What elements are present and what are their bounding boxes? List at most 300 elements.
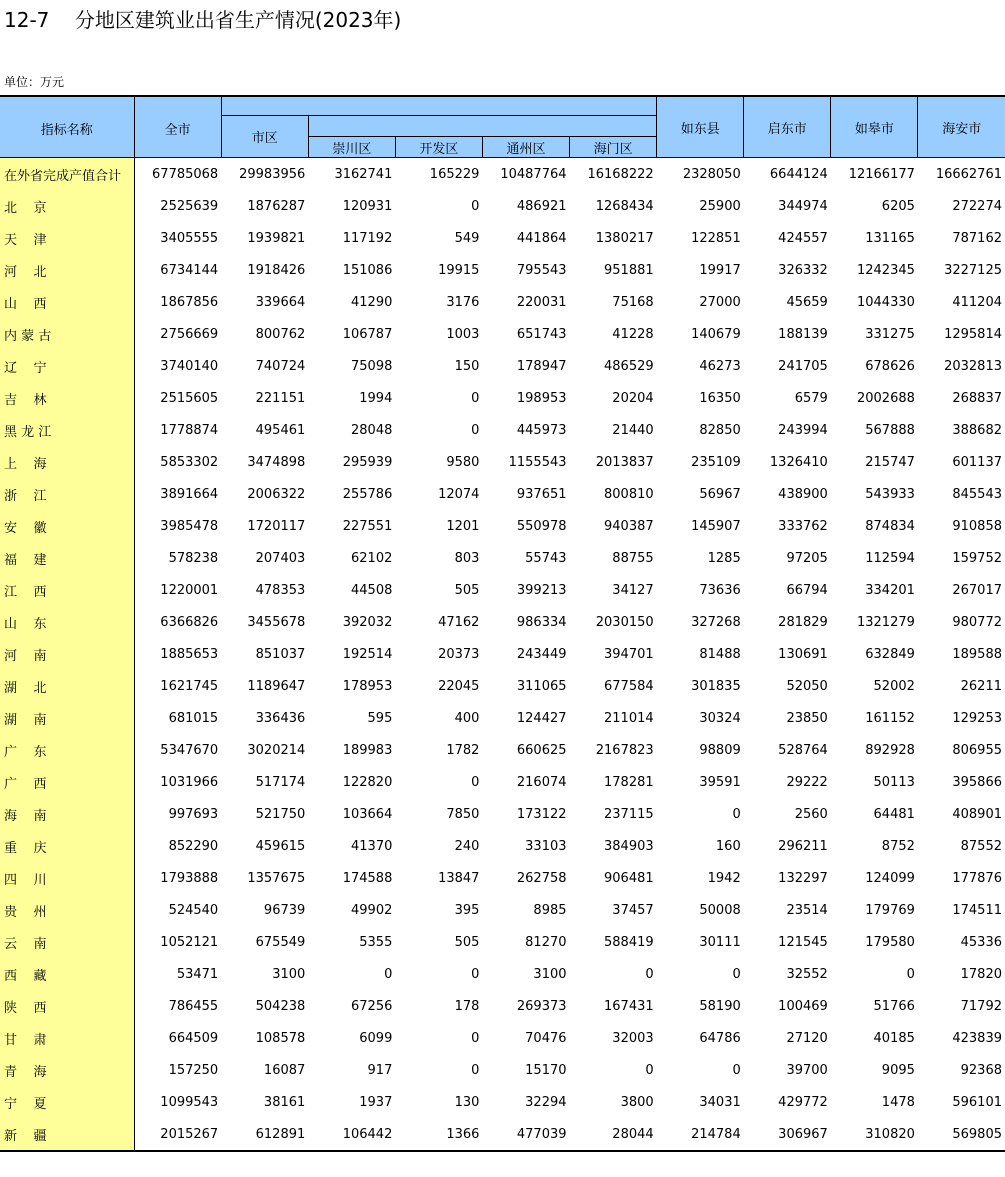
row-value-cell: 980772 (952, 614, 1002, 630)
row-value-cell: 0 (732, 966, 741, 982)
row-value-cell: 28048 (351, 422, 393, 438)
row-value-cell: 13847 (438, 870, 480, 886)
row-value-cell: 384903 (604, 838, 654, 854)
row-region-name: 山 西 (0, 286, 134, 318)
row-value-cell: 2515605 (160, 390, 219, 406)
row-value-cell: 478353 (255, 582, 306, 598)
row-value-cell: 1942 (707, 870, 741, 886)
row-value-cell: 26211 (960, 678, 1002, 694)
row-value-cell: 98809 (699, 742, 741, 758)
row-value-cell: 549 (454, 230, 480, 246)
table-row (0, 478, 1005, 510)
row-value-cell: 9095 (881, 1062, 915, 1078)
row-value-cell: 677584 (604, 678, 654, 694)
row-value-cell: 601137 (952, 454, 1002, 470)
row-value-cell: 50008 (699, 902, 741, 918)
row-value-cell: 1155543 (508, 454, 567, 470)
row-value-cell: 3891664 (160, 486, 219, 502)
row-value-cell: 0 (471, 198, 480, 214)
table-row (0, 254, 1005, 286)
row-value-cell: 140679 (691, 326, 741, 342)
row-value-cell: 803 (454, 550, 480, 566)
row-value-cell: 132297 (778, 870, 828, 886)
row-value-cell: 675549 (255, 934, 306, 950)
row-value-cell: 267017 (952, 582, 1002, 598)
row-value-cell: 21440 (612, 422, 654, 438)
row-value-cell: 310820 (831, 1118, 918, 1151)
row-value-cell: 0 (471, 422, 480, 438)
row-value-cell: 17820 (960, 966, 1002, 982)
row-value-cell: 6366826 (160, 614, 219, 630)
row-value-cell: 214784 (657, 1118, 744, 1151)
row-value-cell: 940387 (604, 518, 654, 534)
row-value-cell: 1189647 (247, 678, 306, 694)
table-row (0, 638, 1005, 670)
row-value-cell: 477039 (482, 1118, 569, 1151)
table-row (0, 382, 1005, 414)
row-value-cell: 588419 (604, 934, 654, 950)
row-value-cell: 189588 (952, 646, 1002, 662)
header-haimen: 海门区 (570, 137, 657, 158)
row-value-cell: 394701 (604, 646, 654, 662)
row-value-cell: 281829 (778, 614, 828, 630)
row-value-cell: 167431 (604, 998, 654, 1014)
row-value-cell: 505 (454, 934, 480, 950)
row-region-name: 在外省完成产值合计 (0, 158, 134, 191)
row-value-cell: 892928 (865, 742, 915, 758)
row-value-cell: 30324 (699, 710, 741, 726)
table-row (0, 894, 1005, 926)
row-region-name: 陕 西 (0, 990, 134, 1022)
row-value-cell: 189983 (342, 742, 393, 758)
row-value-cell: 678626 (865, 358, 915, 374)
row-region-name: 安 徽 (0, 510, 134, 542)
row-value-cell: 27120 (786, 1030, 828, 1046)
row-value-cell: 45659 (786, 294, 828, 310)
row-value-cell: 399213 (516, 582, 567, 598)
row-value-cell: 1031966 (160, 774, 219, 790)
row-value-cell: 151086 (342, 262, 393, 278)
row-value-cell: 3176 (446, 294, 480, 310)
table-row (0, 830, 1005, 862)
row-region-name: 天 津 (0, 222, 134, 254)
row-value-cell: 34127 (612, 582, 654, 598)
row-value-cell: 874834 (865, 518, 915, 534)
row-value-cell: 543933 (865, 486, 915, 502)
row-value-cell: 459615 (255, 838, 306, 854)
row-value-cell: 1778874 (160, 422, 219, 438)
row-value-cell: 7850 (446, 806, 480, 822)
row-value-cell: 937651 (516, 486, 567, 502)
row-value-cell: 1720117 (247, 518, 306, 534)
row-value-cell: 227551 (342, 518, 393, 534)
row-value-cell: 438900 (778, 486, 828, 502)
row-value-cell: 30111 (699, 934, 741, 950)
row-region-name: 甘 肃 (0, 1022, 134, 1054)
row-value-cell: 326332 (778, 262, 828, 278)
row-value-cell: 159752 (952, 550, 1002, 566)
row-region-name: 广 西 (0, 766, 134, 798)
table-row (0, 158, 1005, 191)
row-value-cell: 408901 (952, 806, 1002, 822)
row-value-cell: 50113 (873, 774, 915, 790)
row-value-cell: 3405555 (160, 230, 219, 246)
row-value-cell: 1918426 (247, 262, 306, 278)
row-value-cell: 33103 (525, 838, 567, 854)
row-value-cell: 130691 (778, 646, 828, 662)
row-value-cell: 192514 (342, 646, 393, 662)
row-value-cell: 2013837 (595, 454, 654, 470)
row-value-cell: 851037 (255, 646, 306, 662)
row-region-name: 福 建 (0, 542, 134, 574)
row-value-cell: 41228 (612, 326, 654, 342)
row-region-name: 海 南 (0, 798, 134, 830)
row-value-cell: 221151 (255, 390, 306, 406)
row-value-cell: 129253 (952, 710, 1002, 726)
row-value-cell: 517174 (255, 774, 306, 790)
header-district-span (308, 116, 656, 137)
row-region-name: 宁 夏 (0, 1086, 134, 1118)
row-value-cell: 445973 (516, 422, 567, 438)
header-spacer (221, 96, 656, 116)
table-row (0, 766, 1005, 798)
table-row (0, 1118, 1005, 1151)
row-value-cell: 29983956 (239, 166, 306, 182)
row-value-cell: 165229 (429, 166, 480, 182)
row-value-cell: 2560 (794, 806, 828, 822)
row-value-cell: 0 (384, 966, 393, 982)
row-value-cell: 70476 (525, 1030, 567, 1046)
table-row (0, 1054, 1005, 1086)
row-value-cell: 806955 (952, 742, 1002, 758)
page-title: 12-7 分地区建筑业出省生产情况(2023年) (4, 8, 402, 32)
row-value-cell: 951881 (604, 262, 654, 278)
row-value-cell: 32552 (786, 966, 828, 982)
row-value-cell: 505 (454, 582, 480, 598)
row-value-cell: 3020214 (247, 742, 306, 758)
row-value-cell: 255786 (342, 486, 393, 502)
row-region-name: 河 南 (0, 638, 134, 670)
row-value-cell: 0 (732, 1062, 741, 1078)
row-value-cell: 88755 (612, 550, 654, 566)
row-value-cell: 12074 (438, 486, 480, 502)
row-value-cell: 3740140 (160, 358, 219, 374)
row-value-cell: 528764 (778, 742, 828, 758)
row-value-cell: 6579 (794, 390, 828, 406)
row-value-cell: 1793888 (160, 870, 219, 886)
row-value-cell: 1285 (707, 550, 741, 566)
row-value-cell: 411204 (952, 294, 1002, 310)
row-value-cell: 49902 (351, 902, 393, 918)
row-region-name: 新 疆 (0, 1118, 134, 1151)
row-value-cell: 1885653 (160, 646, 219, 662)
row-region-name: 内 蒙 古 (0, 318, 134, 350)
row-value-cell: 37457 (612, 902, 654, 918)
row-value-cell: 6205 (881, 198, 915, 214)
row-value-cell: 845543 (952, 486, 1002, 502)
row-value-cell: 441864 (516, 230, 567, 246)
table-body (0, 158, 1005, 1152)
row-value-cell: 16168222 (587, 166, 654, 182)
row-value-cell: 660625 (516, 742, 567, 758)
row-value-cell: 1295814 (944, 326, 1002, 342)
row-value-cell: 0 (645, 1062, 654, 1078)
table-row (0, 510, 1005, 542)
row-value-cell: 96739 (263, 902, 306, 918)
row-value-cell: 3455678 (247, 614, 306, 630)
row-value-cell: 6734144 (160, 262, 219, 278)
row-value-cell: 3162741 (334, 166, 393, 182)
row-value-cell: 64786 (699, 1030, 741, 1046)
row-value-cell: 392032 (342, 614, 393, 630)
row-value-cell: 188139 (778, 326, 828, 342)
row-value-cell: 986334 (516, 614, 567, 630)
row-value-cell: 34031 (699, 1094, 741, 1110)
row-value-cell: 39700 (786, 1062, 828, 1078)
row-value-cell: 47162 (438, 614, 480, 630)
table-header (0, 96, 1005, 158)
row-value-cell: 424557 (778, 230, 828, 246)
table-row (0, 798, 1005, 830)
row-value-cell: 521750 (255, 806, 306, 822)
row-value-cell: 3100 (272, 966, 306, 982)
row-value-cell: 1939821 (247, 230, 306, 246)
row-value-cell: 161152 (865, 710, 915, 726)
row-value-cell: 632849 (865, 646, 915, 662)
row-region-name: 西 藏 (0, 958, 134, 990)
row-value-cell: 296211 (778, 838, 828, 854)
row-value-cell: 2006322 (247, 486, 306, 502)
unit-label: 单位：万元 (4, 75, 65, 89)
row-value-cell: 578238 (168, 550, 219, 566)
row-value-cell: 150 (454, 358, 480, 374)
table-row (0, 446, 1005, 478)
row-value-cell: 2030150 (595, 614, 654, 630)
header-district: 市区 (221, 116, 308, 158)
row-value-cell: 207403 (255, 550, 306, 566)
row-value-cell: 178 (454, 998, 480, 1014)
table-row (0, 958, 1005, 990)
row-value-cell: 81488 (699, 646, 741, 662)
row-value-cell: 5853302 (160, 454, 219, 470)
row-value-cell: 997693 (168, 806, 219, 822)
row-value-cell: 2032813 (944, 358, 1002, 374)
row-value-cell: 262758 (516, 870, 567, 886)
row-value-cell: 550978 (516, 518, 567, 534)
row-value-cell: 272274 (952, 198, 1002, 214)
header-rugao: 如皋市 (831, 96, 918, 158)
row-value-cell: 567888 (865, 422, 915, 438)
row-value-cell: 1782 (446, 742, 480, 758)
row-value-cell: 2525639 (160, 198, 219, 214)
row-value-cell: 216074 (516, 774, 567, 790)
row-value-cell: 179580 (865, 934, 915, 950)
row-value-cell: 52002 (873, 678, 915, 694)
table-row (0, 990, 1005, 1022)
row-value-cell: 1201 (446, 518, 480, 534)
row-value-cell: 10487764 (500, 166, 567, 182)
row-value-cell: 2167823 (595, 742, 654, 758)
row-value-cell: 32003 (612, 1030, 654, 1046)
row-value-cell: 25900 (699, 198, 741, 214)
row-value-cell: 211014 (604, 710, 654, 726)
row-value-cell: 145907 (691, 518, 741, 534)
row-value-cell: 0 (471, 774, 480, 790)
table-row (0, 734, 1005, 766)
row-value-cell: 1994 (359, 390, 393, 406)
row-value-cell: 800810 (604, 486, 654, 502)
row-value-cell: 120931 (342, 198, 393, 214)
table-row (0, 542, 1005, 574)
row-value-cell: 400 (454, 710, 480, 726)
row-value-cell: 1478 (881, 1094, 915, 1110)
row-value-cell: 0 (906, 966, 915, 982)
row-value-cell: 339664 (255, 294, 306, 310)
row-region-name: 山 东 (0, 606, 134, 638)
row-value-cell: 179769 (865, 902, 915, 918)
row-value-cell: 917 (367, 1062, 393, 1078)
row-value-cell: 100469 (778, 998, 828, 1014)
row-value-cell: 198953 (516, 390, 567, 406)
header-total: 全市 (134, 96, 221, 158)
row-region-name: 上 海 (0, 446, 134, 478)
row-value-cell: 62102 (351, 550, 393, 566)
row-value-cell: 243994 (778, 422, 828, 438)
row-value-cell: 174588 (342, 870, 393, 886)
row-value-cell: 8985 (533, 902, 567, 918)
row-value-cell: 1937 (359, 1094, 393, 1110)
row-value-cell: 32294 (525, 1094, 567, 1110)
statistics-table (0, 95, 1005, 1152)
row-value-cell: 0 (645, 966, 654, 982)
row-value-cell: 0 (471, 1030, 480, 1046)
row-value-cell: 740724 (255, 358, 306, 374)
table-row (0, 222, 1005, 254)
row-value-cell: 64481 (873, 806, 915, 822)
row-value-cell: 2756669 (160, 326, 219, 342)
row-region-name: 黑 龙 江 (0, 414, 134, 446)
row-value-cell: 23850 (786, 710, 828, 726)
row-value-cell: 215747 (865, 454, 915, 470)
row-value-cell: 241705 (778, 358, 828, 374)
row-value-cell: 178281 (604, 774, 654, 790)
row-value-cell: 0 (471, 1062, 480, 1078)
row-value-cell: 5355 (359, 934, 393, 950)
row-value-cell: 306967 (744, 1118, 831, 1151)
row-value-cell: 160 (715, 838, 741, 854)
row-value-cell: 235109 (691, 454, 741, 470)
row-value-cell: 486529 (604, 358, 654, 374)
row-value-cell: 495461 (255, 422, 306, 438)
table-row (0, 862, 1005, 894)
row-value-cell: 124427 (516, 710, 567, 726)
row-value-cell: 53471 (176, 966, 219, 982)
row-value-cell: 106442 (308, 1118, 395, 1151)
row-value-cell: 906481 (604, 870, 654, 886)
row-value-cell: 664509 (168, 1030, 219, 1046)
row-value-cell: 20204 (612, 390, 654, 406)
table-row (0, 606, 1005, 638)
row-value-cell: 38161 (263, 1094, 306, 1110)
row-value-cell: 66794 (786, 582, 828, 598)
row-value-cell: 44508 (351, 582, 393, 598)
row-value-cell: 178953 (342, 678, 393, 694)
table-row (0, 318, 1005, 350)
row-region-name: 河 北 (0, 254, 134, 286)
row-region-name: 辽 宁 (0, 350, 134, 382)
row-value-cell: 3227125 (944, 262, 1002, 278)
row-value-cell: 0 (471, 390, 480, 406)
row-value-cell: 1366 (395, 1118, 482, 1151)
row-value-cell: 295939 (342, 454, 393, 470)
row-value-cell: 108578 (255, 1030, 306, 1046)
row-value-cell: 1099543 (160, 1094, 219, 1110)
row-value-cell: 787162 (952, 230, 1002, 246)
row-value-cell: 130 (454, 1094, 480, 1110)
row-value-cell: 20373 (438, 646, 480, 662)
row-value-cell: 55743 (525, 550, 567, 566)
row-region-name: 北 京 (0, 190, 134, 222)
row-value-cell: 12166177 (848, 166, 915, 182)
row-region-name: 四 川 (0, 862, 134, 894)
row-value-cell: 1876287 (247, 198, 306, 214)
row-value-cell: 73636 (699, 582, 741, 598)
row-value-cell: 3800 (620, 1094, 654, 1110)
row-value-cell: 1380217 (595, 230, 654, 246)
row-value-cell: 268837 (952, 390, 1002, 406)
row-value-cell: 395 (454, 902, 480, 918)
row-value-cell: 3985478 (160, 518, 219, 534)
row-value-cell: 178947 (516, 358, 567, 374)
row-value-cell: 87552 (960, 838, 1002, 854)
row-value-cell: 524540 (168, 902, 219, 918)
row-value-cell: 131165 (865, 230, 915, 246)
row-value-cell: 16087 (263, 1062, 306, 1078)
row-region-name: 贵 州 (0, 894, 134, 926)
table-row (0, 414, 1005, 446)
row-value-cell: 3474898 (247, 454, 306, 470)
row-value-cell: 81270 (525, 934, 567, 950)
row-value-cell: 651743 (516, 326, 567, 342)
row-value-cell: 1220001 (160, 582, 219, 598)
row-value-cell: 29222 (786, 774, 828, 790)
row-value-cell: 117192 (342, 230, 393, 246)
row-value-cell: 595 (367, 710, 393, 726)
row-value-cell: 6099 (359, 1030, 393, 1046)
row-value-cell: 786455 (168, 998, 219, 1014)
row-value-cell: 52050 (786, 678, 828, 694)
row-value-cell: 327268 (691, 614, 741, 630)
row-value-cell: 28044 (570, 1118, 657, 1151)
row-value-cell: 106787 (342, 326, 393, 342)
row-value-cell: 71792 (960, 998, 1002, 1014)
row-value-cell: 334201 (865, 582, 915, 598)
header-qidong: 启东市 (744, 96, 831, 158)
row-value-cell: 46273 (699, 358, 741, 374)
row-value-cell: 51766 (873, 998, 915, 1014)
row-value-cell: 9580 (446, 454, 480, 470)
row-value-cell: 612891 (221, 1118, 308, 1151)
row-value-cell: 16662761 (935, 166, 1002, 182)
row-value-cell: 112594 (865, 550, 915, 566)
row-value-cell: 122820 (342, 774, 393, 790)
row-value-cell: 41370 (351, 838, 393, 854)
row-value-cell: 157250 (168, 1062, 219, 1078)
row-region-name: 云 南 (0, 926, 134, 958)
row-value-cell: 569805 (918, 1118, 1005, 1151)
table-row (0, 702, 1005, 734)
row-value-cell: 82850 (699, 422, 741, 438)
